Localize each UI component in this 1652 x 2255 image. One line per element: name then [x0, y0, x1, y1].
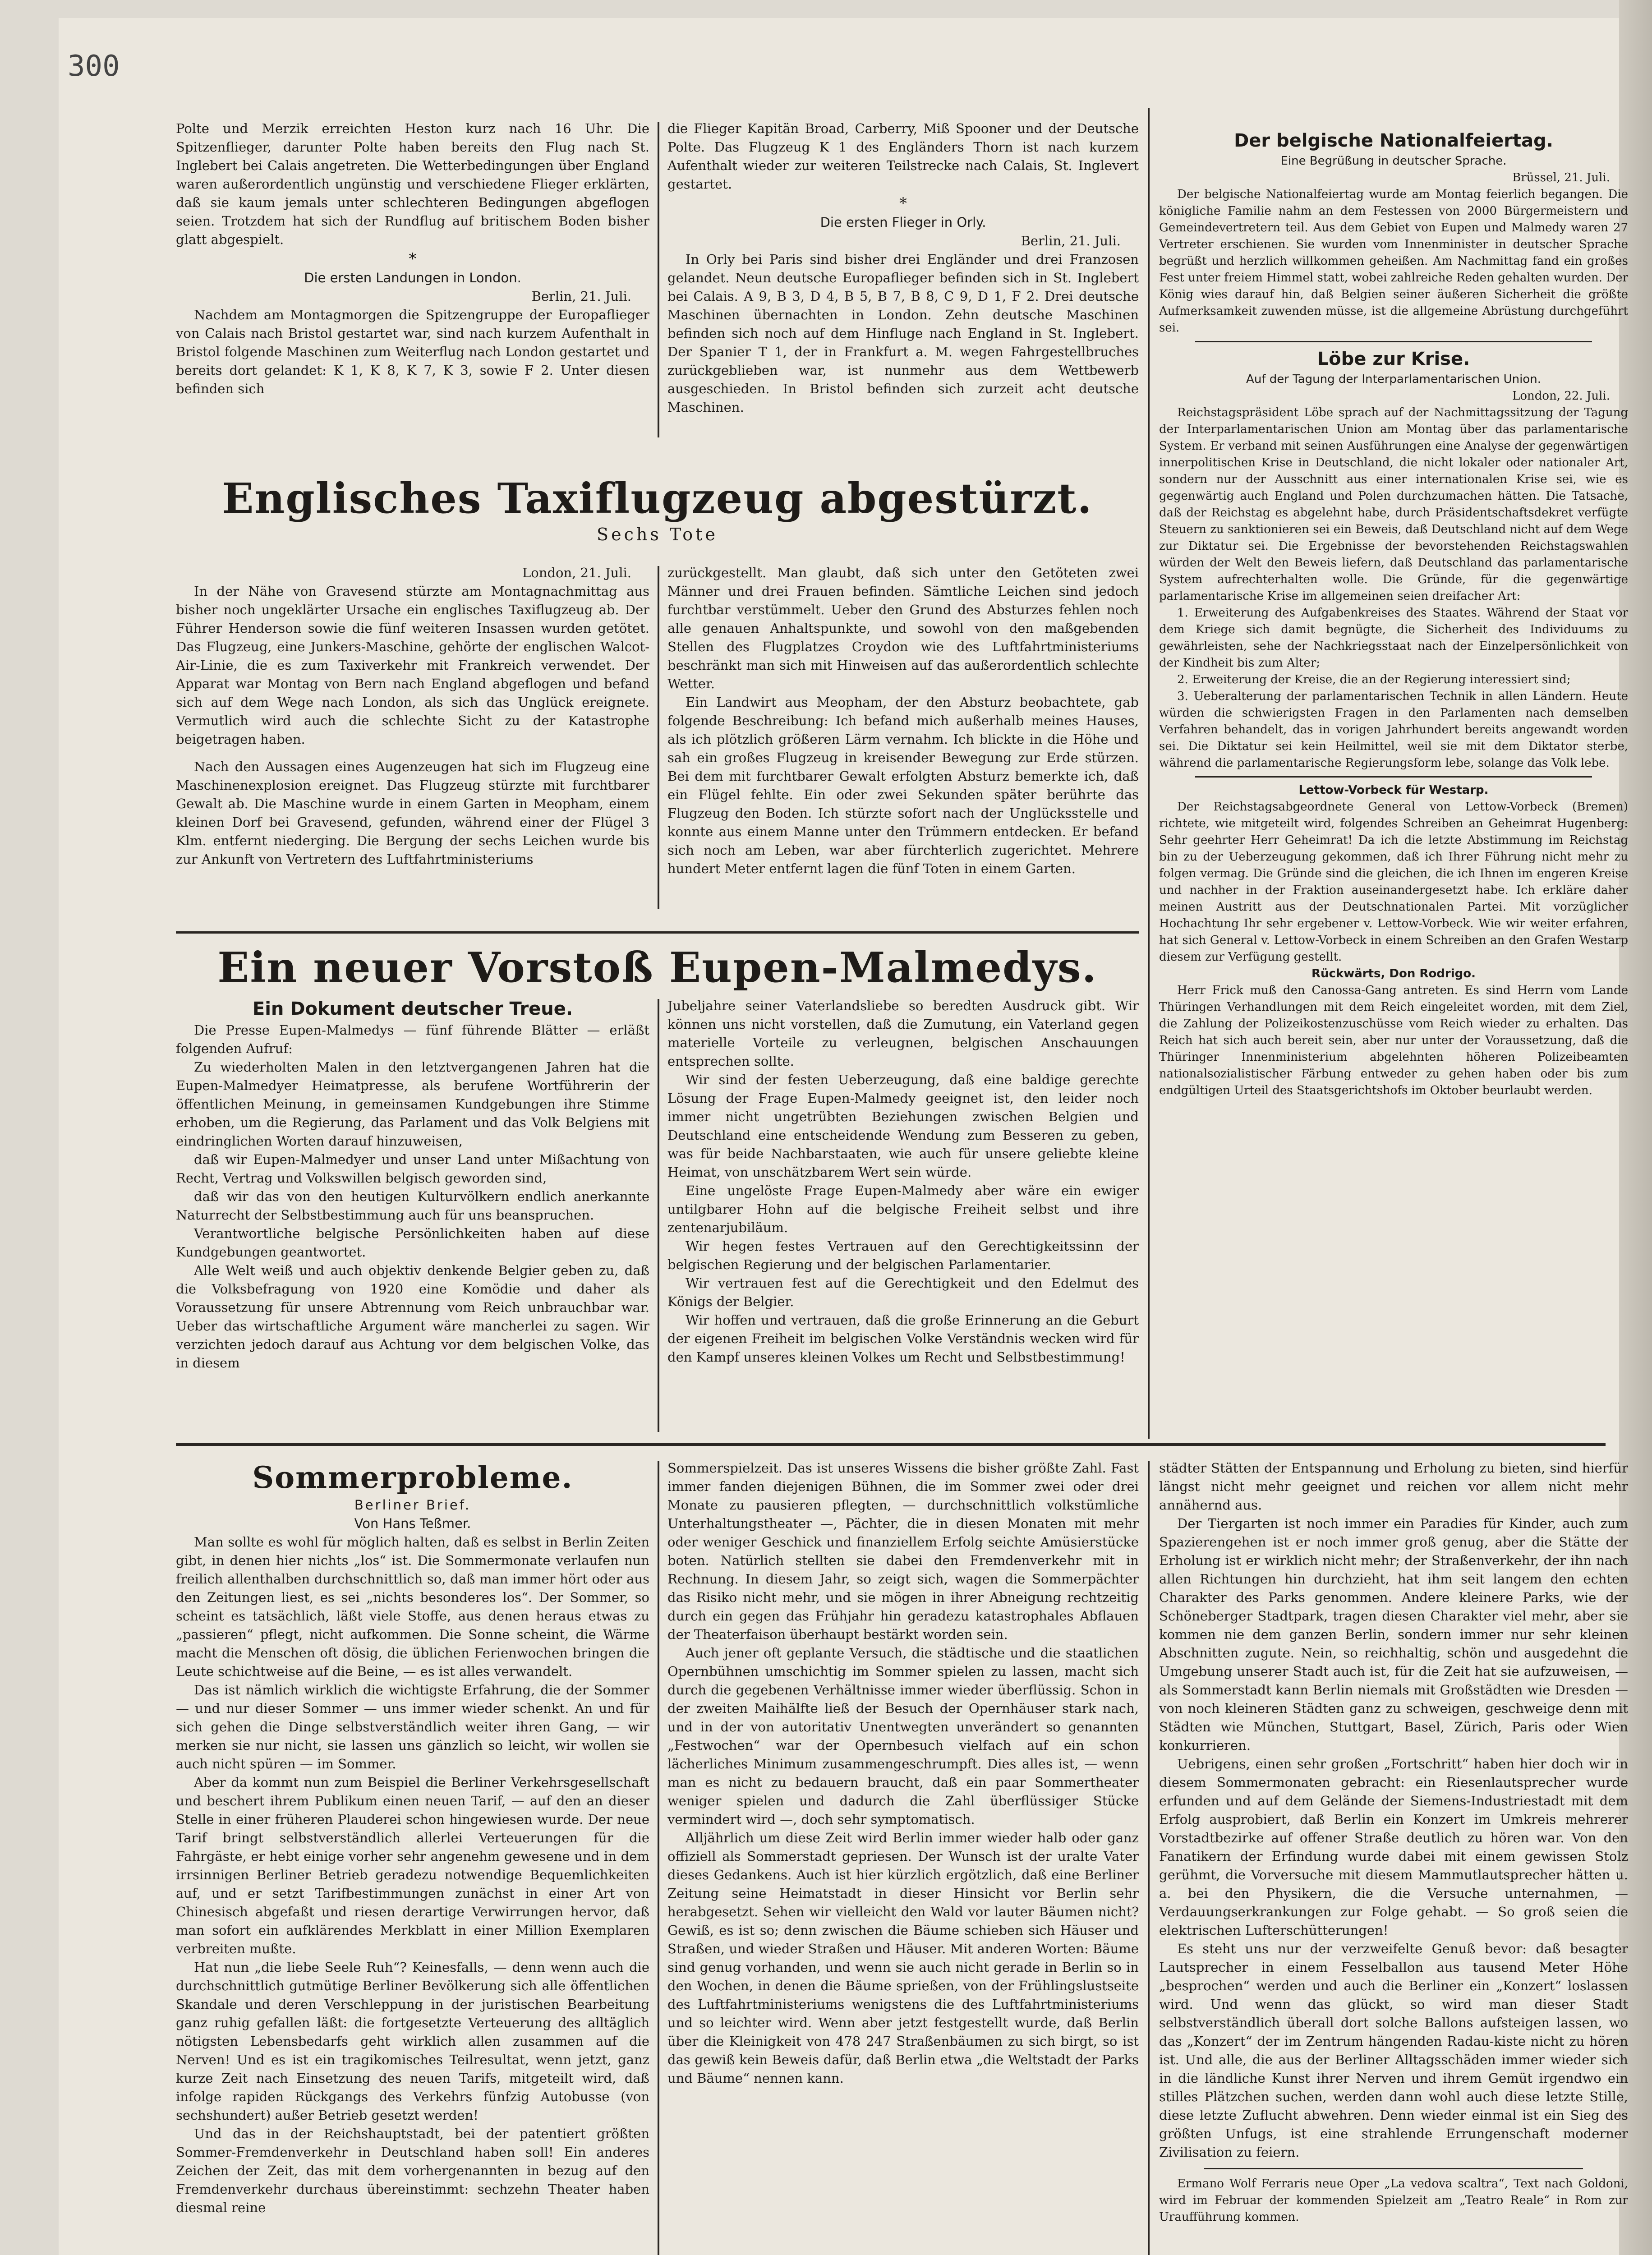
loebe-text: 1. Erweiterung des Aufgabenkreises des Staates. Während der Staat vor dem Kriege sich damit begnügte, die Sicherheit des Individuums zu gewährleisten, sehe der Nachkriegsstaat nach der Einzelpersönlichkeit von der Kindheit bis zum Alter; — [1159, 606, 1628, 670]
taxi-column-1 — [176, 564, 649, 869]
taxi-headline-block — [176, 474, 1139, 546]
column-rule — [658, 1461, 659, 2255]
europaflug-text-2: Nachdem am Montagmorgen die Spitzengruppe der Europaflieger von Calais nach Bristol gestartet war, sind nach kurzem Aufenthalt in Bristol folgende Maschinen zum Weiterflug nach London gestartet und bereits dort gelandet: K 1, K 8, K 7, K 3, sowie F 2. Unter diesen befinden sich — [176, 307, 649, 396]
short-rule — [1195, 776, 1592, 778]
europaflug-text-4: In Orly bei Paris sind bisher drei Engländer und drei Franzosen gelandet. Neun deutsche Europaflieger befinden sich in St. Inglebert bei Calais. A 9, B 3, D 4, B 5, B 7, B 8, C 9, D 1, F 2. Drei deutsche Maschinen übernachten in London. Zehn deutsche Maschinen befinden sich noch auf dem Hinfluge nach England in St. Inglebert. Der Spanier T 1, der in Frankfurt a. M. wegen Fahrgestellbruches zurückgeblieben war, ist nunmehr aus dem Wettbewerb ausgeschieden. In Bristol befinden sich zurzeit acht deutsche Maschinen. — [667, 252, 1139, 415]
column-rule — [1148, 108, 1150, 1439]
sommer-text: städter Stätten der Entspannung und Erholung zu bieten, sind hierfür längst nicht mehr geeignet und reichen vor allem nicht mehr annähernd aus. — [1159, 1460, 1628, 1513]
europaflug-text: Polte und Merzik erreichten Heston kurz nach 16 Uhr. Die Spitzenflieger, darunter Polte haben bereits den Flug nach St. Inglebert bei Calais angetreten. Die Wetterbedingungen über England waren außerordentlich ungünstig und verschiedene Flieger erklärten, daß sie kaum jemals unter schlechteren Bedingungen abgeflogen seien. Trotzdem hat sich der Rundflug auf britischem Boden bisher glatt abgespielt. — [176, 121, 649, 247]
nationalfeiertag-headline: Der belgische Nationalfeiertag. — [1234, 130, 1553, 151]
column-rule — [658, 122, 659, 437]
eupen-headline: Ein neuer Vorstoß Eupen-Malmedys. — [217, 943, 1097, 992]
sommer-text: Man sollte es wohl für möglich halten, daß es selbst in Berlin Zeiten gibt, in denen hier nichts „los“ ist. Die Sommermonate verlaufen nun freilich allenthalben durchschnittlich so, daß man immer hört oder aus den Zeitungen liest, es sei „nichts besonderes los“. Der Sommer, so scheint es tatsächlich, läßt viele Stoffe, aus denen heraus etwas zu „passieren“ pflegt, nicht aufkommen. Die Sonne scheint, die Wärme macht die Menschen oft dösig, die üblichen Ferienwochen bringen die Leute schichtweise auf die Beine, — es ist alles verwandelt. — [176, 1534, 649, 1679]
taxi-text: zurückgestellt. Man glaubt, daß sich unter den Getöteten zwei Männer und drei Frauen befinden. Sämtliche Leichen sind jedoch furchtbar verstümmelt. Ueber den Grund des Absturzes fehlen noch alle genauen Anhaltspunkte, und sowohl von den maßgebenden Stellen des Flugplatzes Croydon wie des Luftfahrtministeriums beschränkt man sich mit Hinweisen auf das außerordentlich schlechte Wetter. — [667, 565, 1139, 691]
section-rule — [176, 931, 1139, 934]
eupen-text: Wir hoffen und vertrauen, daß die große Erinnerung an die Geburt der eigenen Freiheit im belgischen Volke Verständnis wecken wird für den Kampf unseres kleinen Volkes um Recht und Selbstbestimmung! — [667, 1312, 1139, 1365]
eupen-column-1 — [176, 997, 649, 1372]
sommer-text: Und das in der Reichshauptstadt, bei der patentiert größten Sommer-Fremdenverkehr in Deutschland haben soll! Ein anderes Zeichen der Zeit, das mit dem vorhergenannten in bezug auf den Fremdenverkehr durchaus übereinstimmt: sechzehn Theater haben diesmal reine — [176, 2126, 649, 2215]
eupen-headline-block — [176, 943, 1139, 992]
eupen-text: Jubeljahre seiner Vaterlandsliebe so beredten Ausdruck gibt. Wir können uns nicht vorstellen, daß die Zumutung, ein Vaterland gegen materielle Vorteile zu verleugnen, belgischen Anschauungen entsprechen sollte. — [667, 998, 1139, 1069]
eupen-text: Alle Welt weiß und auch objektiv denkende Belgier geben zu, daß die Volksbefragung von 1920 eine Komödie und daher als Voraussetzung für unsere Abtrennung vom Reich unbrauchbar war. Ueber das wirtschaftliche Argument wäre mancherlei zu sagen. Wir verzichten jedoch darauf aus Achtung vor dem belgischen Volke, das in diesem — [176, 1263, 649, 1371]
eupen-column-2 — [667, 997, 1139, 1367]
eupen-text: Wir vertrauen fest auf die Gerechtigkeit und den Edelmut des Königs der Belgier. — [667, 1275, 1139, 1309]
separator-star: * — [409, 250, 417, 268]
eupen-text: Zu wiederholten Malen in den letztvergangenen Jahren hat die Eupen-Malmedyer Heimatpresse, als berufene Wortführerin der öffentlichen Meinung, in gemeinsamen Kundgebungen ihre Stimme erhoben, um die Regierung, das Parlament und das Volk Belgiens mit eindringlichen Worten darauf hinzuweisen, — [176, 1059, 649, 1149]
short-rule — [1204, 2168, 1583, 2169]
dateline: Berlin, 21. Juli. — [531, 289, 631, 304]
sommer-author: Von Hans Teßmer. — [354, 1516, 471, 1531]
dateline: London, 21. Juli. — [522, 565, 631, 580]
lettow-text: Der Reichstagsabgeordnete General von Lettow-Vorbeck (Bremen) richtete, wie mitgeteilt wird, folgendes Schreiben an Geheimrat Hugenberg: Sehr geehrter Herr Geheimrat! Da ich die letzte Abstimmung im Reichstag bin zu der Ueberzeugung gekommen, daß ich Ihrer Führung nicht mehr zu folgen vermag. Die Gründe sind die gleichen, die ich Ihnen im engeren Kreise und nachher in der Fraktion auseinandergesetzt habe. Ich erkläre daher meinen Austritt aus der Deutschnationalen Partei. Mit vorzüglicher Hochachtung Ihr sehr ergebener v. Lettow-Vorbeck. Wie wir weiter erfahren, hat sich General v. Lettow-Vorbeck in einem Schreiben an den Grafen Westarp diesem zur Verfügung gestellt. — [1159, 800, 1628, 964]
column-rule — [1148, 1461, 1150, 2255]
europaflug-column-2 — [667, 120, 1139, 417]
column-rule — [658, 566, 659, 909]
subheading-orly: Die ersten Flieger in Orly. — [820, 215, 986, 230]
page-number: 300 — [68, 50, 120, 83]
loebe-text: Reichstagspräsident Löbe sprach auf der Nachmittagssitzung der Tagung der Interparlamentarischen Union am Montag über das parlamentarische System. Er verband mit seinen Ausführungen eine Analyse der gegenwärtigen innerpolitischen Krise in Deutschland, die nicht lokaler oder nationaler Art, sondern nur der Ausschnitt aus einer internationalen Krise sei, wie es gegenwärtig auch England und Polen durchzumachen hätten. Die Tatsache, daß der Reichstag es abgelehnt habe, durch Präsidentschaftsdekret verfügte Steuern zu sanktionieren sei ein Beweis, daß Deutschland nicht auf dem Wege zur Diktatur sei. Die Ergebnisse der bevorstehenden Reichstagswahlen würden der Welt den Beweis liefern, daß Deutschland das parlamentarische System aufrechterhalten wolle. Die Gründe, für die gegenwärtige parlamentarische Krise im allgemeinen seien dreifacher Art: — [1159, 406, 1628, 603]
rodrigo-headline: Rückwärts, Don Rodrigo. — [1311, 967, 1476, 980]
ferrari-note: Ermano Wolf Ferraris neue Oper „La vedova scaltra“, Text nach Goldoni, wird im Februar der kommenden Spielzeit am „Teatro Reale“ in Rom zur Uraufführung kommen. — [1159, 2177, 1628, 2224]
taxi-text: In der Nähe von Gravesend stürzte am Montagnachmittag aus bisher noch ungeklärter Ursache ein englisches Taxiflugzeug ab. Der Führer Henderson sowie die fünf weiteren Insassen wurden getötet. Das Flugzeug, eine Junkers-Maschine, gehörte der englischen Walcot-Air-Linie, die es zum Taxiverkehr mit Frankreich verwendet. Der Apparat war Montag von Bern nach England abgeflogen und befand sich auf dem Wege nach London, als sich das Unglück ereignete. Vermutlich wird auch die schlechte Sicht zu der Katastrophe beigetragen haben. — [176, 584, 649, 747]
loebe-headline: Löbe zur Krise. — [1317, 349, 1470, 369]
short-rule — [1195, 341, 1592, 342]
column-rule — [658, 999, 659, 1432]
sommer-text: Alljährlich um diese Zeit wird Berlin immer wieder halb oder ganz offiziell als Sommerstadt gepriesen. Der Wunsch ist der uralte Vater dieses Gedankens. Auch ist hier kürzlich ergötzlich, daß eine Berliner Zeitung seine Heimatstadt in dieser Hinsicht vor Berlin sehr herabgesetzt. Sehen wir vielleicht den Wald vor lauter Bäumen nicht? Gewiß, es ist so; denn zwischen die Bäume schieben sich Häuser und Straßen, und wieder Straßen und Häuser. Mit anderen Worten: Bäume sind genug vorhanden, und wenn sie auch nicht gerade in Berlin so in den Wochen, in denen die Bäume sprießen, von der Frühlingslustseite des Luftfahrtministeriums wenigstens die des Luftfahrtministeriums und so leichter wird. Wenn aber jetzt festgestellt wurde, daß Berlin über die Kleinigkeit von 478 247 Straßenbäumen zu sich birgt, so ist das gewiß kein Beweis dafür, daß Berlin etwa „die Weltstadt der Parks und Bäume“ nennen kann. — [667, 1830, 1139, 2086]
eupen-subheadline: Ein Dokument deutscher Treue. — [252, 999, 573, 1019]
sommer-heading-block — [176, 1459, 649, 1533]
sommer-text: Der Tiergarten ist noch immer ein Paradies für Kinder, auch zum Spazierengehen ist er noch immer groß genug, aber die Stätte der Erholung ist er wirklich nicht mehr; der Straßenverkehr, der ihn nach allen Richtungen hin durchzieht, hat ihm seit langem den echten Charakter des Parks genommen. Andere kleinere Parks, wie der Schöneberger Stadtpark, tragen diesen Charakter viel mehr, aber sie kommen nie dem ganzen Berlin, sondern immer nur sehr kleinen Abschnitten zugute. Nein, so reichhaltig, schön und ausgedehnt die Umgebung unserer Stadt auch ist, für die Zeit hat sie aufzuweisen, — als Sommerstadt kann Berlin niemals mit Großstädten wie Dresden — von noch kleineren Städten ganz zu schweigen, geschweige denn mit Städten wie München, Stuttgart, Basel, Zürich, Paris oder Wien konkurrieren. — [1159, 1516, 1628, 1753]
eupen-text: Die Presse Eupen-Malmedys — fünf führende Blätter — erläßt folgenden Aufruf: — [176, 1022, 649, 1056]
loebe-text: 3. Ueberalterung der parlamentarischen Technik in allen Ländern. Heute würden die schwierigsten Fragen in den Parlamenten nach demselben Verfahren behandelt, das in vorigen Jahrhundert bereits angewandt worden sei. Die Diktatur sei kein Heilmittel, weil sie mit dem Diktator sterbe, während die parlamentarische Regierungsform lebe, solange das Volk lebe. — [1159, 690, 1628, 770]
eupen-text: daß wir Eupen-Malmedyer und unser Land unter Mißachtung von Recht, Vertrag und Volkswillen belgisch geworden sind, — [176, 1152, 649, 1186]
eupen-text: Verantwortliche belgische Persönlichkeiten haben auf diese Kundgebungen geantwortet. — [176, 1226, 649, 1260]
nationalfeiertag-text: Der belgische Nationalfeiertag wurde am Montag feierlich begangen. Die königliche Familie nahm an dem Festessen von 2000 Bürgermeistern und Gemeindevertretern teil. Aus dem Gebiet von Eupen und Malmedy waren 27 Vertreter erschienen. Sie wurden vom Innenminister in deutscher Sprache begrüßt und herzlich willkommen geheißen. Am Nachmittag fand ein großes Fest unter freiem Himmel statt, wobei zahlreiche Reden gehalten wurden. Der König wies darauf hin, daß Belgien seiner äußeren Sicherheit die größte Aufmerksamkeit zuwenden müsse, ist die allgemeine Abrüstung durchgeführt sei. — [1159, 188, 1628, 335]
eupen-text: daß wir das von den heutigen Kulturvölkern endlich anerkannte Naturrecht der Selbstbestimmung auch für uns beanspruchen. — [176, 1189, 649, 1223]
eupen-text: Wir hegen festes Vertrauen auf den Gerechtigkeitssinn der belgischen Regierung und der belgischen Parlamentarier. — [667, 1238, 1139, 1272]
section-rule — [176, 1443, 1606, 1446]
eupen-text: Eine ungelöste Frage Eupen-Malmedy aber wäre ein ewiger untilgbarer Hohn auf die belgische Freiheit selbst und ihre zentenarjubiläum. — [667, 1183, 1139, 1235]
sommer-column-3 — [1159, 1459, 1628, 2226]
sommer-column-1 — [176, 1459, 649, 2217]
taxi-text: Nach den Aussagen eines Augenzeugen hat sich im Flugzeug eine Maschinenexplosion ereignet. Das Flugzeug stürzte mit furchtbarer Gewalt ab. Die Maschine wurde in einem Garten in Meopham, einem kleinen Dorf bei Gravesend, gefunden, während einer der Flügel 3 Klm. entfernt niederging. Die Bergung der sechs Leichen wurde bis zur Ankunft von Vertretern des Luftfahrtministeriums — [176, 759, 649, 867]
sommer-text: Uebrigens, einen sehr großen „Fortschritt“ haben hier doch wir in diesem Sommermonaten gebracht: ein Riesenlautsprecher wurde erfunden und auf dem Gelände der Siemens-Industriestadt mit dem Erfolg ausprobiert, daß Berlin ein Konzert im Umkreis mehrerer Vorstadtbezirke auf offener Straße deutlich zu hören war. Von den Fanatikern der Erfindung wurde dabei mit einem gewissen Stolz gerühmt, die Vorversuche mit diesem Mammutlautsprecher hätten u. a. bei den Physikern, die die Versuche unternahmen, — Verdauungserkrankungen zur Folge gehabt. — So groß seien die elektrischen Lufterschütterungen! — [1159, 1756, 1628, 1938]
sommer-text: Das ist nämlich wirklich die wichtigste Erfahrung, die der Sommer — und nur dieser Sommer — uns immer wieder schenkt. An und für sich gehen die Dinge selbstverständlich weiter ihren Gang, — wir merken sie nur nicht, sie lassen uns gänzlich so leicht, wir wollen sie auch nicht spüren — im Sommer. — [176, 1682, 649, 1772]
lettow-headline: Lettow-Vorbeck für Westarp. — [1298, 783, 1489, 797]
europaflug-column-1 — [176, 120, 649, 398]
sommer-subheadline: Berliner Brief. — [354, 1497, 471, 1513]
subheading-landungen-london: Die ersten Landungen in London. — [304, 270, 521, 285]
dateline: London, 22. Juli. — [1512, 389, 1610, 403]
sommer-text: Hat nun „die liebe Seele Ruh“? Keinesfalls, — denn wenn auch die durchschnittlich gutmütige Berliner Bevölkerung sich alle öffentlichen Skandale und deren Verschleppung in der juristischen Bearbeitung ganz ruhig gefallen läßt: die fortgesetzte Verteuerung des alltäglich nötigsten Lebensbedarfs geht wirklich allen zusammen auf die Nerven! Und es ist ein tragikomisches Teilresultat, wenn jetzt, ganz kurze Zeit nach Einsetzung des neuen Tarifs, mitgeteilt wird, daß infolge rapiden Rückgangs des Verkehrs fünfzig Autobusse (von sechshundert) außer Betrieb gesetzt werden! — [176, 1960, 649, 2123]
sommer-text: Es steht uns nur der verzweifelte Genuß bevor: daß besagter Lautsprecher in einem Fesselballon aus tausend Meter Höhe „besprochen“ werden und auch die Berliner ein „Konzert“ loslassen wird. Und wenn das glückt, so wird man dieser Stadt selbstverständlich überall dort solche Ballons aufsteigen lassen, wo das „Konzert“ der im Zentrum hängenden Radau-kiste nicht zu hören ist. Und alle, die aus der Berliner Alltagsschäden immer wieder sich in die ländliche Kunst ihrer Nerven und ihrem Gemüt irgendwo ein stilles Plätzchen suchen, werden dann wohl auch diese letzte Stille, diese letzte Zuflucht abwehren. Denn wieder einmal ist ein Sieg des größten Unfugs, ist eine strahlende Errungenschaft moderner Zivilisation zu feiern. — [1159, 1941, 1628, 2160]
taxi-headline: Englisches Taxiflugzeug abgestürzt. — [222, 474, 1093, 523]
rodrigo-text: Herr Frick muß den Canossa-Gang antreten. Es sind Herrn vom Lande Thüringen Verhandlungen mit dem Reich eingeleitet worden, mit dem Ziel, die Zahlung der Polizeikostenzuschüsse vom Reich wieder zu erhalten. Das Reich hat sich auch bereit sein, aber nur unter der Voraussetzung, daß die Thüringer Innenministerium abgelehnten höheren Polizeibeamten nationalsozialistischer Färbung entweder zu gehen haben oder bis zum endgültigen Urteil des Staatsgerichtshofs im Oktober beurlaubt werden. — [1159, 984, 1628, 1097]
sommer-text: Auch jener oft geplante Versuch, die städtische und die staatlichen Opernbühnen umschichtig im Sommer spielen zu lassen, macht sich durch die gegebenen Verhältnisse immer wieder überflüssig. Schon in der zweiten Maihälfte ließ der Besuch der Opernhäuser stark nach, und in der von autoritativ Unentwegten unverändert so genannten „Festwochen“ war der Opernbesuch vielfach auf ein schon lächerliches Minimum zusammengeschrumpft. Dies alles ist, — wenn man es nicht zu bedauern braucht, daß ein paar Sommertheater weniger spielen und dadurch die Zahl überflüssiger Stücke vermindert wird —, doch sehr symptomatisch. — [667, 1645, 1139, 1827]
right-column — [1159, 129, 1628, 1099]
taxi-subheadline: Sechs Tote — [597, 525, 718, 544]
sommer-text: Aber da kommt nun zum Beispiel die Berliner Verkehrsgesellschaft und beschert ihrem Publikum einen neuen Tarif, — auf den an dieser Stelle in einer früheren Plauderei schon hingewiesen wurde. Der neue Tarif bringt selbstverständlich allerlei Verteuerungen für die Fahrgäste, er hebt einige vorher sehr angenehm gewesene und in dem irrsinnigen Berliner Betrieb geradezu notwendige Bequemlichkeiten auf, und er setzt Tarifbestimmungen zunächst in einer Art von Chinesisch abgefaßt und riesen derartige Verwirrungen hervor, daß man sofort ein aufklärendes Merkblatt in einer Million Exemplaren verbreiten mußte. — [176, 1775, 649, 1956]
nationalfeiertag-subheadline: Eine Begrüßung in deutscher Sprache. — [1280, 154, 1507, 168]
separator-star: * — [899, 194, 907, 212]
sommer-headline: Sommerprobleme. — [252, 1460, 573, 1495]
loebe-text: 2. Erweiterung der Kreise, die an der Regierung interessiert sind; — [1177, 673, 1571, 686]
sommer-text: Sommerspielzeit. Das ist unseres Wissens die bisher größte Zahl. Fast immer fanden diejenigen Bühnen, die im Sommer zwei oder drei Monate zu pausieren pflegten, — durchschnittlich volkstümliche Unterhaltungstheater —, Pächter, die in diesen Monaten mit mehr oder weniger Geschick und finanziellem Erfolg seichte Amüsierstücke boten. Natürlich stellten sie dabei den Fremdenverkehr mit in Rechnung. In diesem Jahr, so zeigt sich, wagen die Sommerpächter das Risiko nicht mehr, und sie mögen in ihrer Abneigung rechtzeitig durch ein gegen das Frühjahr hin geradezu katastrophales Abflauen der Theaterfaison überhaupt bestärkt worden sein. — [667, 1460, 1139, 1642]
taxi-text: Ein Landwirt aus Meopham, der den Absturz beobachtete, gab folgende Beschreibung: Ich befand mich außerhalb meines Hauses, als ich plötzlich größeren Lärm vernahm. Ich blickte in die Höhe und sah ein großes Flugzeug in kreisender Bewegung zur Erde stürzen. Bei dem mit furchtbarer Gewalt erfolgten Absturz bemerkte ich, daß ein Flügel fehlte. Ein oder zwei Sekunden später berührte das Flugzeug den Boden. Ich stürzte sofort nach der Unglücksstelle und konnte aus einem Manne unter den Trümmern entdecken. Er befand sich noch am Leben, war aber fürchterlich zugerichtet. Mehrere hundert Meter entfernt lagen die fünf Toten in einem Garten. — [667, 695, 1139, 876]
loebe-subheadline: Auf der Tagung der Interparlamentarischen Union. — [1246, 373, 1541, 386]
dateline: Berlin, 21. Juli. — [1021, 233, 1121, 249]
sommer-column-2 — [667, 1459, 1139, 2088]
eupen-text: Wir sind der festen Ueberzeugung, daß eine baldige gerechte Lösung der Frage Eupen-Malmedy geeignet ist, den leider noch immer nicht ungetrübten Beziehungen zwischen Belgien und Deutschland eine entscheidende Wendung zum Besseren zu geben, was für beide Nachbarstaaten, wie auch für unsere geliebte kleine Heimat, von unschätzbarem Wert sein würde. — [667, 1072, 1139, 1180]
dateline: Brüssel, 21. Juli. — [1512, 171, 1610, 184]
taxi-column-2 — [667, 564, 1139, 878]
europaflug-text-3: die Flieger Kapitän Broad, Carberry, Miß Spooner und der Deutsche Polte. Das Flugzeug K 1 des Engländers Thorn ist nach kurzem Aufenthalt wieder zur weiteren Teilstrecke nach Calais, St. Inglevert gestartet. — [667, 121, 1139, 192]
